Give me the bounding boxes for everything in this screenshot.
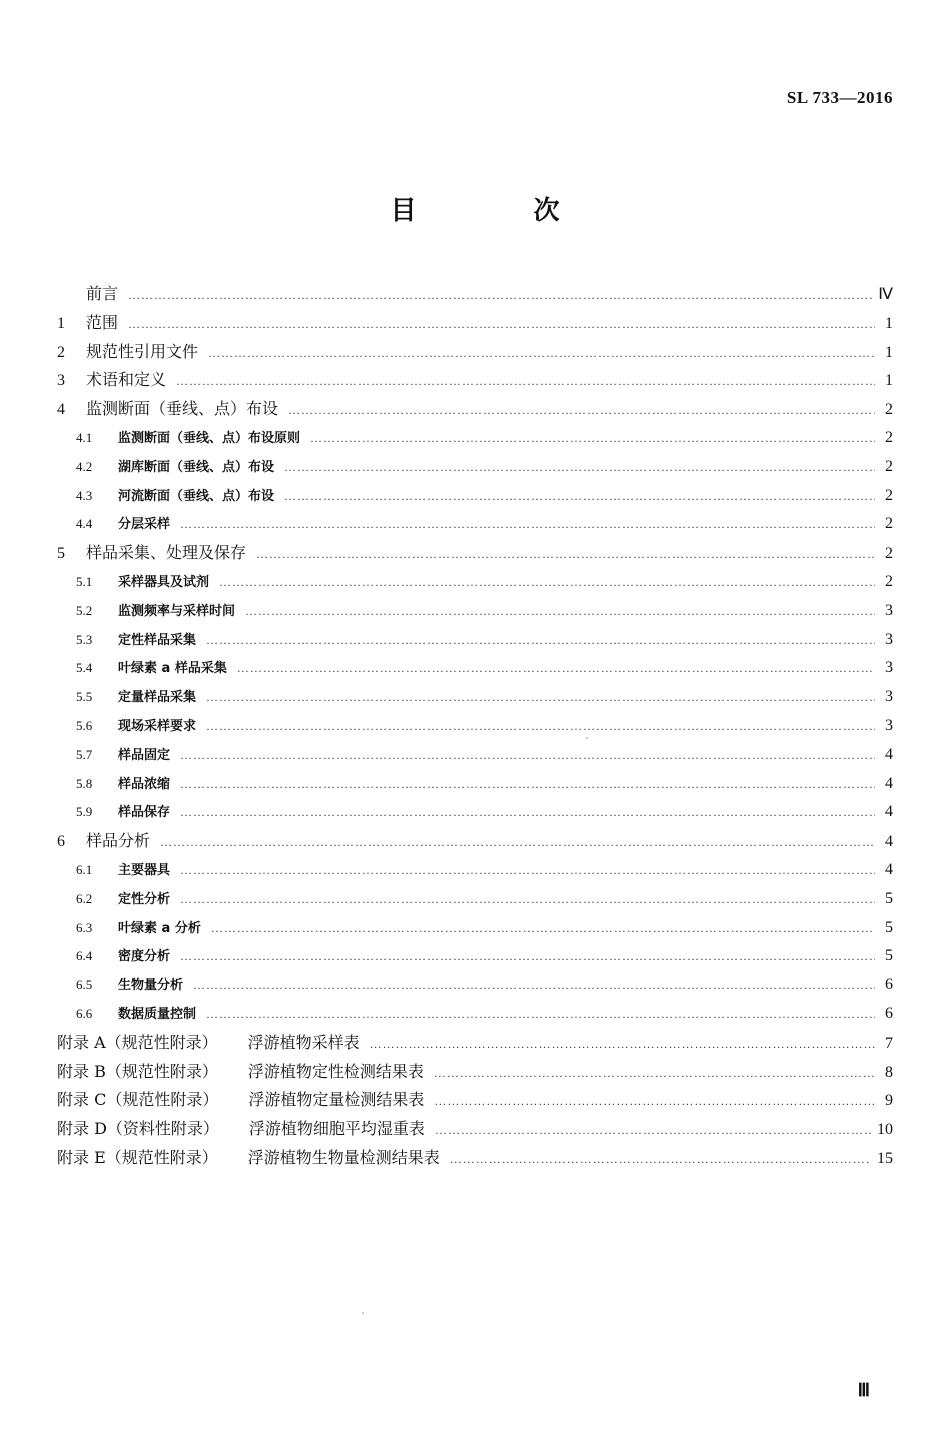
toc-leader-dots [450,1145,871,1174]
toc-entry-number: 6 [57,833,65,851]
toc-entry-title: 湖库断面（垂线、点）布设 [118,459,275,475]
toc-leader-dots [245,597,875,626]
toc-entry[interactable] [57,971,893,1000]
toc-entry-page: 2 [885,401,893,419]
toc-entry-page: 2 [885,572,893,590]
toc-entry-page: Ⅳ [878,286,893,303]
toc-entry-page: 4 [885,860,893,878]
toc-entry[interactable] [57,597,893,626]
toc-appendix-label: 附录 D（资料性附录） [57,1119,219,1139]
toc-entry[interactable] [57,741,893,770]
toc-leader-dots [284,482,875,511]
toc-entry-page: 15 [877,1149,893,1167]
toc-entry-title: 样品采集、处理及保存 [86,543,247,563]
toc-entry-number: 6.1 [76,861,93,877]
toc-entry-number: 6.4 [76,948,93,964]
toc-entry-title: 浮游植物定量检测结果表 [248,1090,425,1110]
toc-entry[interactable] [57,539,893,568]
toc-entry-number: 5.8 [76,775,93,791]
toc-entry-page: 4 [885,833,893,851]
toc-entry-title: 样品固定 [118,747,171,763]
toc-leader-dots [284,453,875,482]
toc-entry-number: 3 [57,372,65,390]
toc-entry[interactable] [57,856,893,885]
toc-entry-page: 8 [885,1063,893,1081]
toc-appendix-label: 附录 C（规范性附录） [57,1090,219,1110]
toc-leader-dots [180,942,875,971]
toc-leader-dots [237,654,875,683]
toc-entry[interactable] [57,1000,893,1029]
toc-entry[interactable] [57,683,893,712]
toc-entry-title: 密度分析 [118,949,171,965]
toc-entry-title: 定量样品采集 [118,690,197,706]
toc-entry[interactable] [57,482,893,511]
toc-entry[interactable] [57,280,893,309]
toc-entry[interactable] [57,1029,893,1058]
toc-entry[interactable] [57,798,893,827]
footer-page-number: Ⅲ [857,1380,870,1400]
toc-entry-title: 监测断面（垂线、点）布设 [86,399,279,419]
toc-entry-page: 3 [885,688,893,706]
toc-entry-page: 5 [885,918,893,936]
table-of-contents [57,280,893,1173]
toc-entry-number: 5.7 [76,746,93,762]
toc-entry-number: 1 [57,314,65,332]
toc-entry[interactable] [57,338,893,367]
toc-leader-dots [176,367,875,396]
toc-entry[interactable] [57,309,893,338]
toc-entry[interactable] [57,424,893,453]
toc-entry-page: 2 [885,457,893,475]
toc-entry[interactable] [57,1144,893,1173]
toc-entry-title: 定性样品采集 [118,632,197,648]
toc-leader-dots [206,712,875,741]
toc-entry-page: 4 [885,774,893,792]
toc-entry-number: 5.9 [76,804,93,820]
toc-entry-page: 2 [885,545,893,563]
standard-code: SL 733—2016 [786,88,893,107]
toc-entry-number: 5.6 [76,717,93,733]
toc-entry-page: 1 [885,314,893,332]
toc-entry-page: 3 [885,630,893,648]
toc-entry-page: 5 [885,947,893,965]
toc-entry[interactable] [57,654,893,683]
toc-appendix-label: 附录 A（规范性附录） [57,1032,218,1052]
toc-entry-page: 2 [885,486,893,504]
toc-entry-number: 5.2 [76,602,93,618]
toc-entry[interactable] [57,510,893,539]
toc-entry-title: 浮游植物定性检测结果表 [247,1061,424,1081]
toc-entry-number: 6.2 [76,890,93,906]
toc-entry-title: 范围 [86,312,119,332]
toc-entry-page: 3 [885,716,893,734]
toc-leader-dots [434,1087,875,1116]
toc-entry-page: 2 [885,428,893,446]
toc-leader-dots [128,281,872,310]
toc-entry[interactable] [57,1058,893,1087]
toc-leader-dots [434,1059,875,1088]
toc-entry[interactable] [57,568,893,597]
toc-leader-dots [206,1000,875,1029]
toc-leader-dots [180,741,875,770]
toc-entry-title: 叶绿素 a 分析 [118,920,201,936]
toc-entry-page: 3 [885,659,893,677]
toc-entry-page: 1 [885,372,893,390]
toc-entry-title: 前言 [86,284,119,303]
page-title: 目 次 [390,196,614,226]
toc-entry-number: 5.3 [76,631,93,647]
toc-entry-page: 1 [885,343,893,361]
toc-entry-page: 4 [885,745,893,763]
toc-entry-title: 定性分析 [118,891,171,907]
scan-speck [362,1312,364,1314]
toc-leader-dots [180,885,875,914]
toc-entry[interactable] [57,1086,893,1115]
toc-entry-title: 分层采样 [118,517,171,533]
toc-entry-page: 10 [877,1121,893,1139]
toc-entry[interactable] [57,942,893,971]
toc-entry-page: 2 [885,515,893,533]
toc-entry-title: 术语和定义 [86,370,167,390]
toc-entry[interactable] [57,453,893,482]
toc-leader-dots [310,424,875,453]
toc-entry-number: 4.1 [76,429,93,445]
toc-entry-number: 4.4 [76,516,93,532]
toc-leader-dots [219,568,875,597]
toc-entry-number: 6.3 [76,919,93,935]
toc-entry-number: 5.1 [76,573,93,589]
toc-leader-dots [256,540,875,569]
toc-leader-dots [370,1030,875,1059]
toc-entry-title: 监测频率与采样时间 [118,603,236,619]
toc-entry-title: 浮游植物采样表 [247,1032,360,1052]
toc-entry-page: 7 [885,1034,893,1052]
toc-entry-page: 9 [885,1092,893,1110]
toc-leader-dots [288,396,875,425]
toc-leader-dots [206,683,875,712]
toc-leader-dots [206,626,875,655]
toc-entry-title: 采样器具及试剂 [118,574,210,590]
toc-entry[interactable] [57,770,893,799]
toc-entry[interactable] [57,626,893,655]
toc-appendix-label: 附录 B（规范性附录） [57,1061,218,1081]
toc-leader-dots [180,510,875,539]
toc-entry-page: 4 [885,803,893,821]
toc-entry[interactable] [57,395,893,424]
toc-entry-number: 4.2 [76,458,93,474]
toc-entry-number: 5 [57,545,65,563]
toc-entry-title: 主要器具 [118,862,171,878]
toc-entry-page: 3 [885,601,893,619]
toc-entry-number: 6.5 [76,977,93,993]
toc-entry-number: 4 [57,401,65,419]
toc-entry-title: 生物量分析 [118,978,184,994]
scan-speck [586,737,588,739]
toc-entry-title: 浮游植物生物量检测结果表 [247,1147,440,1167]
toc-leader-dots [208,339,875,368]
toc-leader-dots [180,798,875,827]
toc-entry-title: 规范性引用文件 [86,341,199,361]
toc-entry-title: 河流断面（垂线、点）布设 [118,488,275,504]
toc-entry-title: 浮游植物细胞平均湿重表 [248,1119,425,1139]
toc-entry[interactable] [57,712,893,741]
toc-appendix-label: 附录 E（规范性附录） [57,1147,218,1167]
toc-leader-dots [435,1116,871,1145]
toc-entry-number: 5.5 [76,689,93,705]
toc-leader-dots [211,914,875,943]
toc-leader-dots [193,971,875,1000]
toc-leader-dots [160,828,875,857]
toc-entry-number: 2 [57,343,65,361]
toc-entry-page: 6 [885,976,893,994]
toc-entry-number: 4.3 [76,487,93,503]
toc-entry-title: 样品分析 [86,831,151,851]
toc-entry-number: 5.4 [76,660,93,676]
toc-entry-page: 6 [885,1004,893,1022]
toc-entry-title: 现场采样要求 [118,718,197,734]
toc-entry[interactable] [57,1115,893,1144]
toc-entry-title: 样品保存 [118,805,171,821]
toc-entry-page: 5 [885,889,893,907]
toc-leader-dots [180,770,875,799]
toc-entry-title: 叶绿素 a 样品采集 [118,661,227,677]
toc-leader-dots [180,856,875,885]
toc-entry-title: 数据质量控制 [118,1006,197,1022]
toc-leader-dots [128,310,875,339]
toc-entry-title: 样品浓缩 [118,776,171,792]
toc-entry-title: 监测断面（垂线、点）布设原则 [118,430,301,446]
toc-entry[interactable] [57,885,893,914]
toc-entry[interactable] [57,914,893,943]
toc-entry[interactable] [57,827,893,856]
toc-entry-number: 6.6 [76,1005,93,1021]
toc-entry[interactable] [57,366,893,395]
